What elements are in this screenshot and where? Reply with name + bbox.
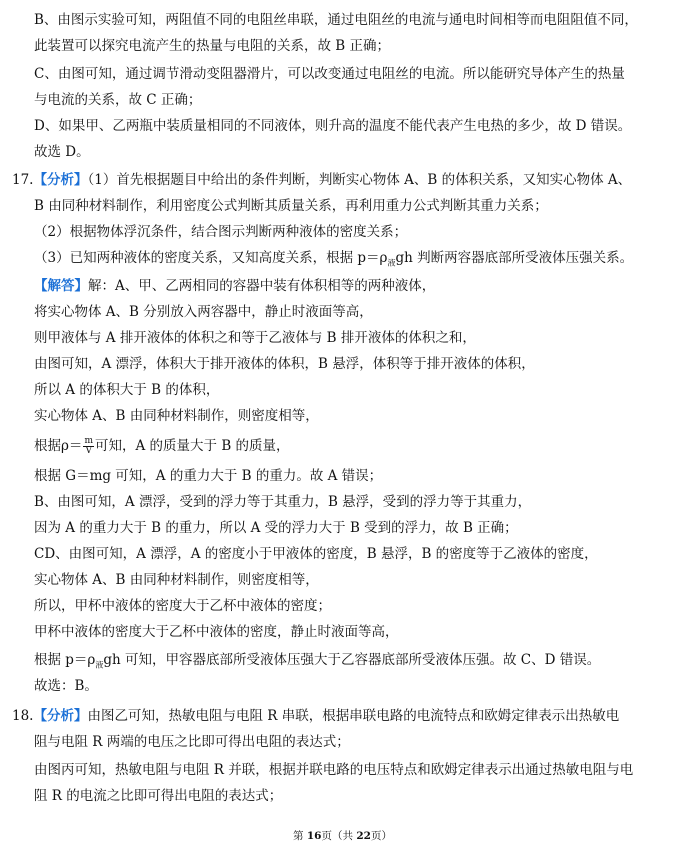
text-line: （2）根据物体浮沉条件，结合图示判断两种液体的密度关系； bbox=[34, 224, 408, 240]
text-line: 则甲液体与 A 排开液体的体积之和等于乙液体与 B 排开液体的体积之和， bbox=[34, 330, 476, 346]
text-line: 故选 D。 bbox=[34, 144, 90, 160]
text-line-with-fraction: 根据ρ＝ $\frac{m}{V}$ 可知，A 的质量大于 B 的质量， bbox=[34, 436, 290, 456]
text-line: 阻 R 的电流之比即可得出电阻的表达式； bbox=[34, 788, 283, 804]
text-line: 由图乙可知，热敏电阻与电阻 R 串联，根据串联电路的电流特点和欧姆定律表示出热敏电 bbox=[87, 708, 620, 724]
text-line: B 由同种材料制作，利用密度公式判断其质量关系，再利用重力公式判断其重力关系； bbox=[34, 198, 548, 214]
question-17-analysis bbox=[12, 171, 675, 189]
total-pages: 22 bbox=[356, 830, 371, 842]
fraction-numerator: m bbox=[84, 436, 93, 446]
text-line: 甲杯中液体的密度大于乙杯中液体的密度，静止时液面等高， bbox=[34, 624, 399, 640]
density-fraction bbox=[83, 437, 94, 456]
fraction-denominator: V bbox=[85, 446, 92, 456]
question-number: 18. bbox=[12, 708, 34, 724]
question-17-answer bbox=[34, 277, 675, 295]
question-number: 17. bbox=[12, 172, 34, 188]
subscript-liquid: 液 bbox=[95, 660, 104, 670]
text-line: 因为 A 的重力大于 B 的重力，所以 A 受的浮力大于 B 受到的浮力，故 B 正确； bbox=[34, 520, 518, 536]
text-line-with-formula: （3）已知两种液体的密度关系，又知高度关系，根据 $p=\rho_液gh$ 判断两容器底部所受液体压强关系。 bbox=[34, 250, 634, 268]
text-line: D、如果甲、乙两瓶中装质量相同的不同液体，则升高的温度不能代表产生电热的多少，故 D 错误。 bbox=[34, 118, 632, 134]
text-line: 此装置可以探究电流产生的热量与电阻的关系，故 B 正确； bbox=[34, 38, 391, 54]
text-line: 由图可知，A 漂浮，体积大于排开液体的体积，B 悬浮，体积等于排开液体的体积， bbox=[34, 356, 535, 372]
text-line: 根据 G＝mg 可知，A 的重力大于 B 的重力。故 A 错误； bbox=[34, 468, 383, 484]
text-line: 由图丙可知，热敏电阻与电阻 R 并联，根据并联电路的电压特点和欧姆定律表示出通过热敏电阻与电 bbox=[34, 762, 634, 778]
text-line: 解：A、甲、乙两相同的容器中装有体积相等的两种液体， bbox=[88, 278, 436, 294]
text-line: 所以，甲杯中液体的密度大于乙杯中液体的密度； bbox=[34, 598, 331, 614]
text-line: C、由图可知，通过调节滑动变阻器滑片，可以改变通过电阻丝的电流。所以能研究导体产生的热量 bbox=[34, 66, 625, 82]
text-line: 实心物体 A、B 由同种材料制作，则密度相等， bbox=[34, 572, 319, 588]
text-line: 所以 A 的体积大于 B 的体积， bbox=[34, 382, 220, 398]
text-line: 实心物体 A、B 由同种材料制作，则密度相等， bbox=[34, 408, 319, 424]
page-footer: 第 16页（共 22页） bbox=[293, 830, 392, 842]
text-line: B、由图示实验可知，两阻值不同的电阻丝串联，通过电阻丝的电流与通电时间相等而电阻阻值不同， bbox=[34, 12, 638, 28]
page-number: 16 bbox=[306, 830, 322, 842]
text-line: 故选：B。 bbox=[34, 678, 98, 694]
text-line-with-formula: 根据 $p=\rho_液gh$ 可知，甲容器底部所受液体压强大于乙容器底部所受液体压强。故 C、D 错误。 bbox=[34, 652, 601, 670]
question-18-analysis bbox=[12, 707, 675, 725]
answer-tag: 【解答】 bbox=[34, 278, 88, 294]
text-line: CD、由图可知，A 漂浮，A 的密度小于甲液体的密度，B 悬浮，B 的密度等于乙液体的密度， bbox=[34, 546, 598, 562]
analysis-tag: 【分析】 bbox=[33, 708, 88, 724]
text-line: 阻与电阻 R 两端的电压之比即可得出电阻的表达式； bbox=[34, 734, 350, 750]
text-line: B、由图可知，A 漂浮，受到的浮力等于其重力，B 悬浮，受到的浮力等于其重力， bbox=[34, 494, 532, 510]
text-line: 与电流的关系，故 C 正确； bbox=[34, 92, 202, 108]
text-line: 将实心物体 A、B 分别放入两容器中，静止时液面等高， bbox=[34, 304, 373, 320]
text-line: （1）首先根据题目中给出的条件判断，判断实心物体 A、B 的体积关系，又知实心物体 A、 bbox=[87, 172, 632, 188]
subscript-liquid: 液 bbox=[387, 258, 396, 268]
analysis-tag: 【分析】 bbox=[33, 172, 88, 188]
